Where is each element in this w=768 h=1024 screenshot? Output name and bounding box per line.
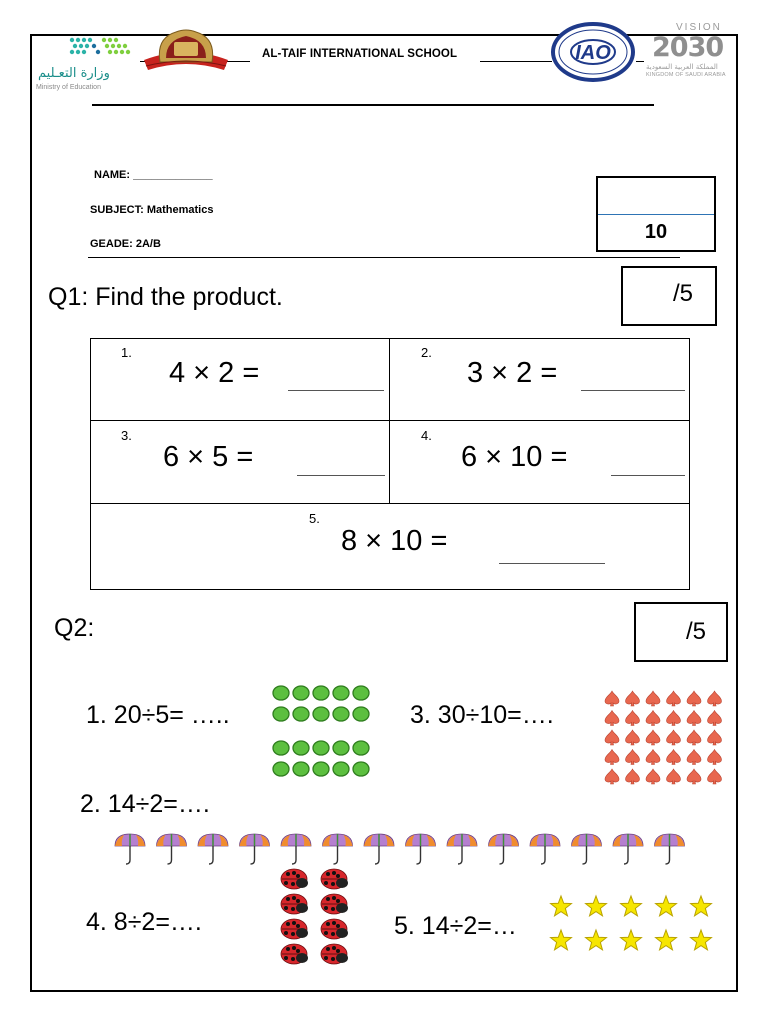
score-total: 10: [644, 221, 668, 243]
ladybug-icon: [281, 919, 308, 939]
red-spade-icon: [626, 691, 640, 706]
division-problem-3: 3. 30÷10=….: [410, 701, 554, 729]
stars-group: [544, 892, 718, 958]
red-spade-icon: [667, 750, 681, 765]
header-underline: [92, 104, 654, 106]
red-spade-icon: [646, 711, 660, 726]
division-problem-1: 1. 20÷5= …..: [86, 701, 230, 729]
q1-problem-table: [90, 338, 690, 590]
umbrella-icon: [115, 834, 145, 864]
umbrella-icon: [198, 834, 228, 864]
q1-title: Q1: Find the product.: [48, 283, 283, 311]
answer-blank[interactable]: [581, 390, 685, 391]
division-problem-5: 5. 14÷2=…: [394, 912, 517, 940]
problem-number: 1.: [121, 345, 132, 360]
red-spade-icon: [605, 730, 619, 745]
problem-expression: 4 × 2 =: [169, 357, 260, 389]
red-spade-icon: [605, 691, 619, 706]
red-spade-icon: [667, 730, 681, 745]
ladybug-icon: [321, 919, 348, 939]
green-circles-group: [270, 684, 376, 780]
problem-expression: 6 × 5 =: [163, 441, 254, 473]
red-spade-icon: [667, 691, 681, 706]
problem-expression: 8 × 10 =: [341, 525, 448, 557]
answer-blank[interactable]: [297, 475, 385, 476]
star-icon: [586, 896, 607, 916]
star-icon: [691, 930, 712, 950]
umbrella-icon: [364, 834, 394, 864]
red-spade-icon: [646, 691, 660, 706]
division-problem-4: 4. 8÷2=….: [86, 908, 202, 936]
ladybug-icon: [281, 894, 308, 914]
ladybug-icon: [321, 894, 348, 914]
red-spade-icon: [687, 730, 701, 745]
umbrella-icon: [572, 834, 602, 864]
ladybug-icon: [281, 869, 308, 889]
vision-arabic: المملكة العربية السعودية: [646, 63, 718, 71]
score-divider: [598, 214, 714, 215]
star-icon: [691, 896, 712, 916]
iao-logo-text: IAO: [575, 42, 611, 64]
red-spade-icon: [687, 769, 701, 784]
red-spade-icon: [626, 711, 640, 726]
table-row-divider: [91, 420, 689, 421]
info-underline: [88, 257, 680, 258]
vision-english: KINGDOM OF SAUDI ARABIA: [646, 72, 726, 78]
star-icon: [656, 930, 677, 950]
red-spade-icon: [605, 750, 619, 765]
umbrella-icon: [447, 834, 477, 864]
problem-number: 4.: [421, 428, 432, 443]
star-icon: [656, 896, 677, 916]
iao-accreditation-logo-icon: [550, 22, 636, 84]
header-line-far-right: [636, 61, 644, 62]
problem-number: 5.: [309, 511, 320, 526]
q2-title: Q2:: [54, 614, 95, 642]
umbrella-row: [110, 832, 694, 866]
green-circle-icon: [273, 686, 369, 776]
ladybug-icon: [281, 944, 308, 964]
q1-mark-box: [621, 266, 717, 326]
problem-number: 3.: [121, 428, 132, 443]
ladybug-icon: [321, 944, 348, 964]
problem-expression: 3 × 2 =: [467, 357, 558, 389]
header-line-right: [480, 61, 552, 62]
red-spade-icon: [687, 691, 701, 706]
red-spade-icon: [687, 750, 701, 765]
red-spade-icon: [708, 691, 722, 706]
star-icon: [621, 930, 642, 950]
umbrella-icon: [613, 834, 643, 864]
umbrella-icon: [157, 834, 187, 864]
red-spade-icon: [626, 750, 640, 765]
umbrella-icon: [655, 834, 685, 864]
umbrella-icon: [489, 834, 519, 864]
ministry-arabic-name: وزارة التعـليم: [38, 66, 110, 81]
problem-number: 2.: [421, 345, 432, 360]
q1-mark: /5: [673, 280, 694, 307]
star-icon: [551, 930, 572, 950]
umbrella-icon: [240, 834, 270, 864]
answer-blank[interactable]: [611, 475, 685, 476]
vision-2030-logo: [646, 22, 738, 80]
table-col-divider: [389, 339, 390, 503]
red-spade-icon: [708, 769, 722, 784]
ladybug-icon: [321, 869, 348, 889]
red-spade-icon: [646, 769, 660, 784]
ministry-english-name: Ministry of Education: [36, 84, 101, 91]
star-icon: [551, 896, 572, 916]
red-spade-icon: [646, 730, 660, 745]
vision-number: 2030: [652, 32, 724, 63]
grade-field: GEADE: 2A/B: [90, 238, 161, 250]
red-spade-icon: [605, 769, 619, 784]
ladybugs-group: [274, 866, 360, 968]
red-spade-icon: [626, 730, 640, 745]
red-spade-icon: [687, 711, 701, 726]
q2-mark: /5: [686, 618, 707, 645]
red-spade-icon: [646, 750, 660, 765]
name-field: NAME: _____________: [94, 169, 213, 181]
red-spade-icon: [667, 769, 681, 784]
answer-blank[interactable]: [499, 563, 605, 564]
star-icon: [586, 930, 607, 950]
umbrella-icon: [530, 834, 560, 864]
red-spade-icon: [708, 711, 722, 726]
umbrella-icon: [281, 834, 311, 864]
red-spade-icon: [708, 730, 722, 745]
red-spades-group: [602, 690, 730, 792]
vision-label: VISION: [676, 22, 722, 33]
subject-field: SUBJECT: Mathematics: [90, 204, 214, 216]
q2-mark-box: [634, 602, 728, 662]
division-problem-2: 2. 14÷2=….: [80, 790, 210, 818]
red-spade-icon: [605, 711, 619, 726]
school-name: AL-TAIF INTERNATIONAL SCHOOL: [262, 48, 458, 60]
red-spade-icon: [708, 750, 722, 765]
problem-expression: 6 × 10 =: [461, 441, 568, 473]
red-spade-icon: [626, 769, 640, 784]
star-icon: [621, 896, 642, 916]
red-spade-icon: [667, 711, 681, 726]
total-score-box: [596, 176, 716, 252]
answer-blank[interactable]: [288, 390, 384, 391]
ministry-logo-dots-icon: [64, 32, 140, 62]
umbrella-icon: [406, 834, 436, 864]
table-row-divider: [91, 503, 689, 504]
umbrella-icon: [323, 834, 353, 864]
school-crest-icon: [140, 28, 232, 80]
